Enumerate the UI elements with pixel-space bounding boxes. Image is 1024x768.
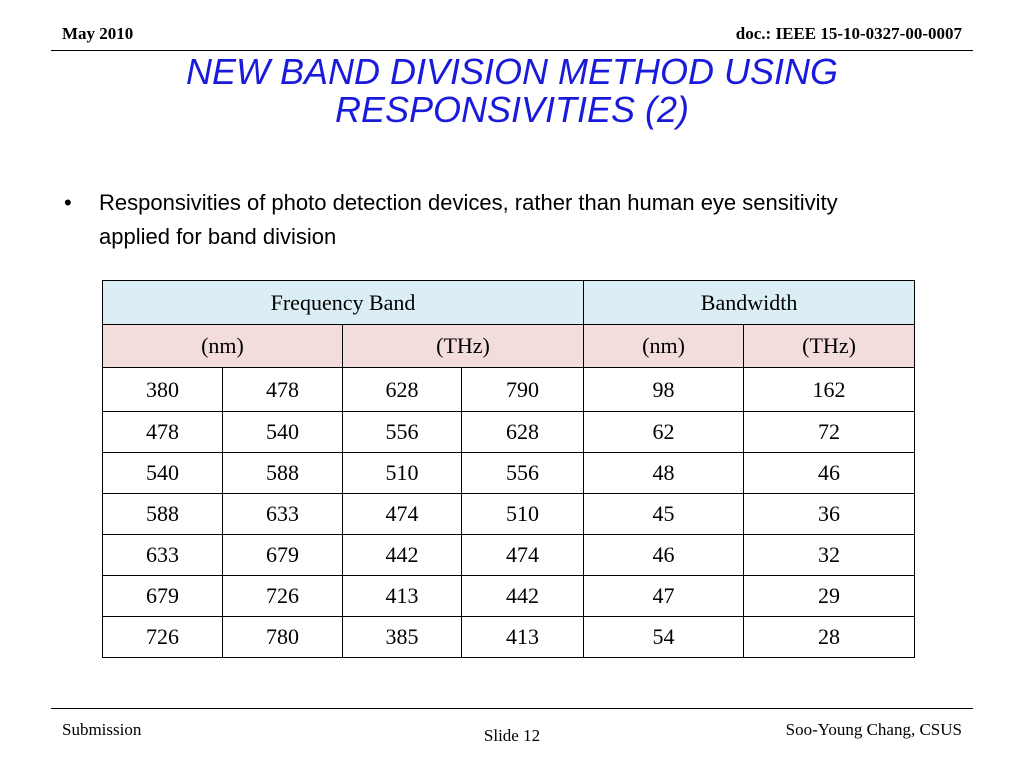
unit-header-nm: (nm) <box>103 325 343 368</box>
unit-header-bw-nm: (nm) <box>584 325 744 368</box>
table-row <box>103 617 915 658</box>
bullet-dot-icon: • <box>64 190 72 215</box>
header-doc-id: doc.: IEEE 15-10-0327-00-0007 <box>735 24 962 43</box>
table-row <box>103 368 915 412</box>
table-cell: 510 <box>462 494 584 535</box>
table-cell: 633 <box>103 535 223 576</box>
table-cell: 726 <box>103 617 223 658</box>
slide-title-line-2: RESPONSIVITIES (2) <box>334 89 690 130</box>
table-cell: 48 <box>584 453 744 494</box>
slide-title <box>0 53 1024 129</box>
unit-header-bw-thz: (THz) <box>744 325 915 368</box>
table-cell: 540 <box>103 453 223 494</box>
table-cell: 46 <box>744 453 915 494</box>
table-row <box>103 535 915 576</box>
footer-divider <box>51 708 973 709</box>
slide-title-line-1: NEW BAND DIVISION METHOD USING <box>185 51 839 92</box>
footer-slide-number: Slide 12 <box>483 726 541 745</box>
table-cell: 540 <box>223 412 343 453</box>
table-cell: 510 <box>343 453 462 494</box>
table-cell: 442 <box>343 535 462 576</box>
table-cell: 474 <box>462 535 584 576</box>
table-cell: 385 <box>343 617 462 658</box>
table-cell: 380 <box>103 368 223 412</box>
table-cell: 478 <box>223 368 343 412</box>
table-cell: 28 <box>744 617 915 658</box>
table-cell: 628 <box>462 412 584 453</box>
table-cell: 588 <box>223 453 343 494</box>
footer-submission: Submission <box>62 720 142 739</box>
table-cell: 54 <box>584 617 744 658</box>
bullet-text: Responsivities of photo detection devices, rather than human eye sensitivity applied for band division <box>99 190 838 249</box>
table-cell: 46 <box>584 535 744 576</box>
table-row <box>103 412 915 453</box>
band-table <box>102 280 915 658</box>
table-cell: 47 <box>584 576 744 617</box>
table-cell: 474 <box>343 494 462 535</box>
table-row <box>103 453 915 494</box>
table-cell: 633 <box>223 494 343 535</box>
table-cell: 679 <box>103 576 223 617</box>
table-cell: 72 <box>744 412 915 453</box>
table-cell: 556 <box>462 453 584 494</box>
table-cell: 62 <box>584 412 744 453</box>
table-cell: 790 <box>462 368 584 412</box>
table-cell: 29 <box>744 576 915 617</box>
table-cell: 32 <box>744 535 915 576</box>
table-cell: 628 <box>343 368 462 412</box>
table-cell: 36 <box>744 494 915 535</box>
footer-author: Soo-Young Chang, CSUS <box>785 720 962 739</box>
table-cell: 442 <box>462 576 584 617</box>
table-cell: 679 <box>223 535 343 576</box>
table-row <box>103 576 915 617</box>
header-date: May 2010 <box>62 24 134 43</box>
frequency-band-header: Frequency Band <box>103 281 584 325</box>
table-cell: 413 <box>343 576 462 617</box>
table-cell: 780 <box>223 617 343 658</box>
table-cell: 45 <box>584 494 744 535</box>
table-cell: 413 <box>462 617 584 658</box>
table-cell: 98 <box>584 368 744 412</box>
unit-header-thz: (THz) <box>343 325 584 368</box>
table-cell: 588 <box>103 494 223 535</box>
table-cell: 162 <box>744 368 915 412</box>
bandwidth-header: Bandwidth <box>584 281 915 325</box>
table-row <box>103 494 915 535</box>
table-cell: 478 <box>103 412 223 453</box>
table-cell: 726 <box>223 576 343 617</box>
table-cell: 556 <box>343 412 462 453</box>
table-unit-header-row <box>103 325 915 368</box>
table-group-header-row <box>103 281 915 325</box>
